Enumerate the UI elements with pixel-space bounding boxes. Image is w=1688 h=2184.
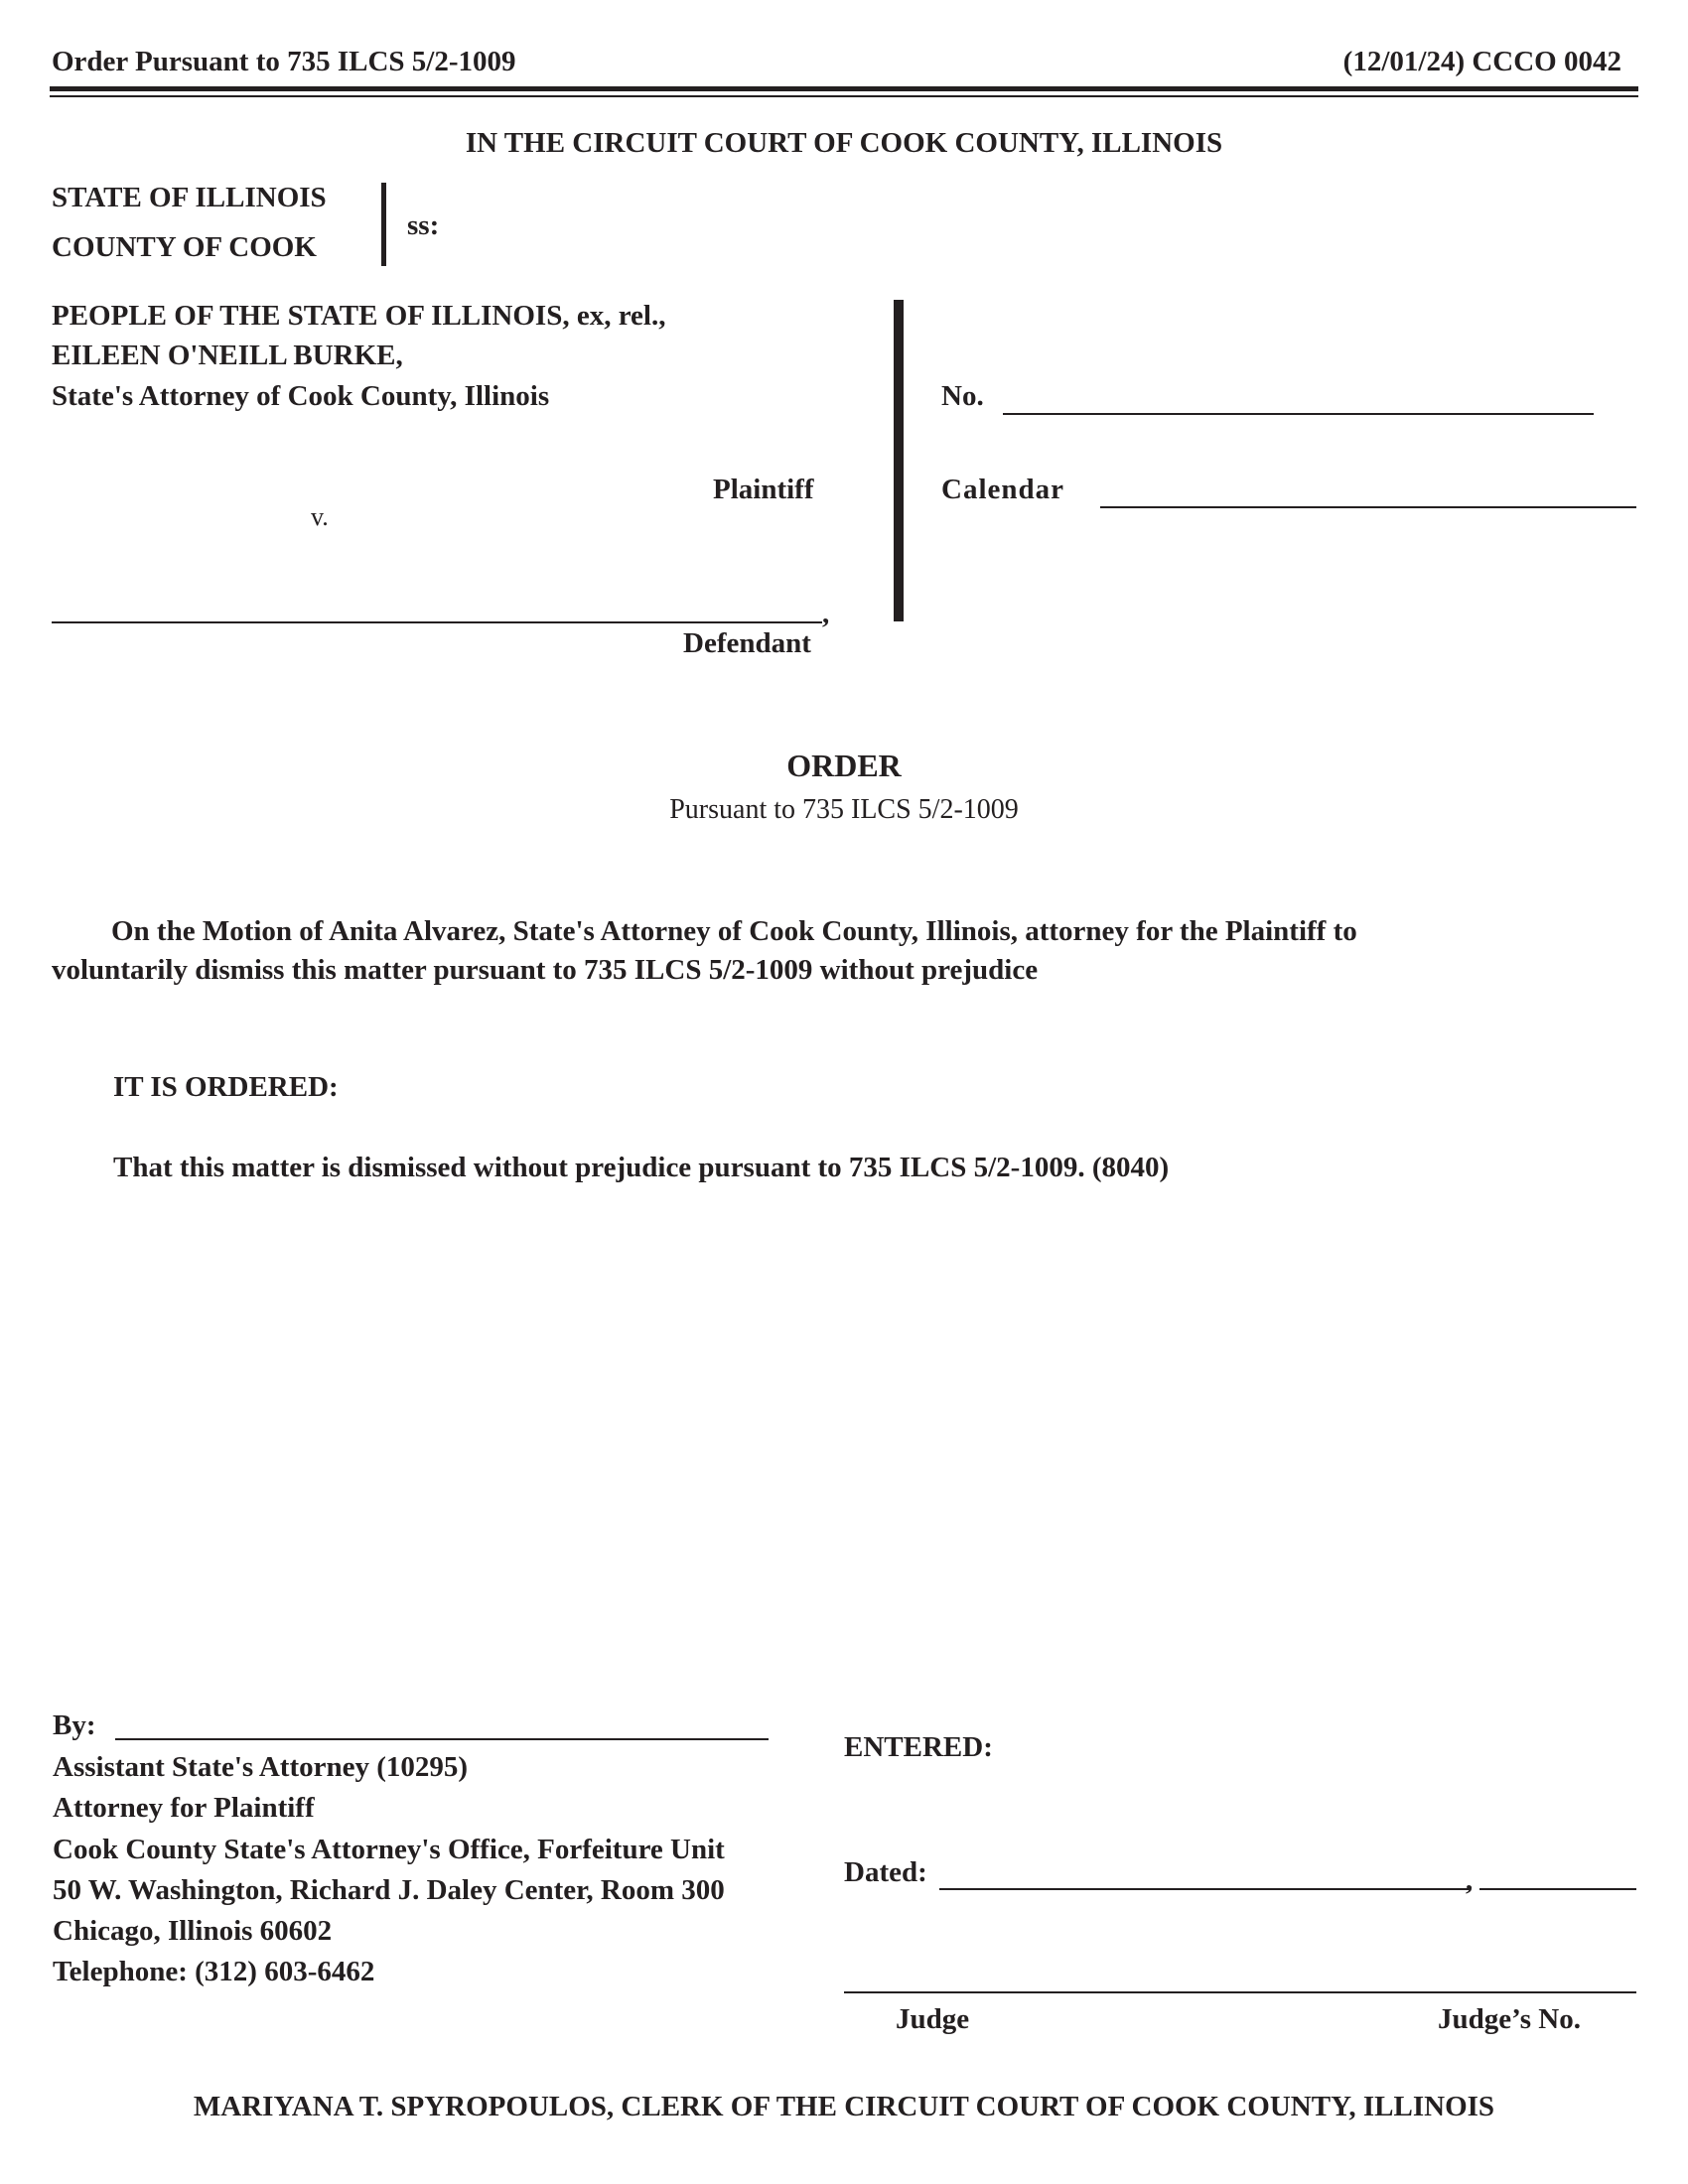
- order-subtitle: Pursuant to 735 ILCS 5/2-1009: [669, 794, 1019, 825]
- order-title: ORDER: [786, 748, 902, 783]
- venue-state: STATE OF ILLINOIS: [52, 182, 327, 213]
- plaintiff-line-1: PEOPLE OF THE STATE OF ILLINOIS, ex, rel.,: [52, 300, 666, 332]
- calendar-line[interactable]: [1100, 506, 1636, 508]
- defendant-comma: ,: [822, 598, 830, 629]
- dated-year-line[interactable]: [1479, 1888, 1636, 1890]
- attorney-line-6: Telephone: (312) 603-6462: [53, 1956, 375, 1987]
- judge-label: Judge: [896, 2003, 970, 2035]
- dated-comma: ,: [1466, 1864, 1474, 1896]
- venue-ss: ss:: [407, 209, 440, 241]
- defendant-label: Defendant: [683, 627, 811, 659]
- plaintiff-label: Plaintiff: [713, 474, 814, 505]
- judge-no-label: Judge’s No.: [1438, 2003, 1581, 2035]
- venue-county: COUNTY OF COOK: [52, 231, 317, 263]
- attorney-signature-line[interactable]: [115, 1738, 769, 1740]
- by-label: By:: [53, 1709, 96, 1741]
- plaintiff-line-2: EILEEN O'NEILL BURKE,: [52, 340, 403, 371]
- attorney-line-5: Chicago, Illinois 60602: [53, 1915, 333, 1947]
- form-code: (12/01/24) CCCO 0042: [1342, 46, 1621, 77]
- attorney-line-3: Cook County State's Attorney's Office, Forfeiture Unit: [53, 1834, 725, 1865]
- versus: v.: [311, 502, 329, 531]
- attorney-line-2: Attorney for Plaintiff: [53, 1792, 315, 1824]
- plaintiff-line-3: State's Attorney of Cook County, Illinois: [52, 380, 550, 412]
- motion-line-2: voluntarily dismiss this matter pursuant to 735 ILCS 5/2-1009 without prejudice: [52, 954, 1039, 986]
- clerk-line: MARIYANA T. SPYROPOULOS, CLERK OF THE CIRCUIT COURT OF COOK COUNTY, ILLINOIS: [193, 2091, 1495, 2122]
- dated-line[interactable]: [939, 1888, 1470, 1890]
- entered-label: ENTERED:: [844, 1731, 993, 1763]
- court-title: IN THE CIRCUIT COURT OF COOK COUNTY, ILLINOIS: [465, 127, 1223, 159]
- motion-line-1: On the Motion of Anita Alvarez, State's Attorney of Cook County, Illinois, attorney for the Plaintiff to: [111, 915, 1357, 947]
- case-no-label: No.: [941, 380, 984, 412]
- ordered-heading: IT IS ORDERED:: [113, 1071, 339, 1103]
- attorney-line-1: Assistant State's Attorney (10295): [53, 1751, 469, 1783]
- ordered-text: That this matter is dismissed without prejudice pursuant to 735 ILCS 5/2-1009. (8040): [113, 1152, 1170, 1183]
- header-rule-thin: [50, 95, 1638, 97]
- calendar-label: Calendar: [941, 474, 1064, 505]
- judge-signature-line[interactable]: [844, 1991, 1636, 1993]
- form-title: Order Pursuant to 735 ILCS 5/2-1009: [52, 46, 516, 77]
- case-no-line[interactable]: [1003, 413, 1594, 415]
- header-rule-thick: [50, 86, 1638, 91]
- venue-bracket: [381, 183, 386, 266]
- attorney-line-4: 50 W. Washington, Richard J. Daley Center, Room 300: [53, 1874, 725, 1906]
- caption-divider: [894, 300, 904, 621]
- dated-label: Dated:: [844, 1856, 927, 1888]
